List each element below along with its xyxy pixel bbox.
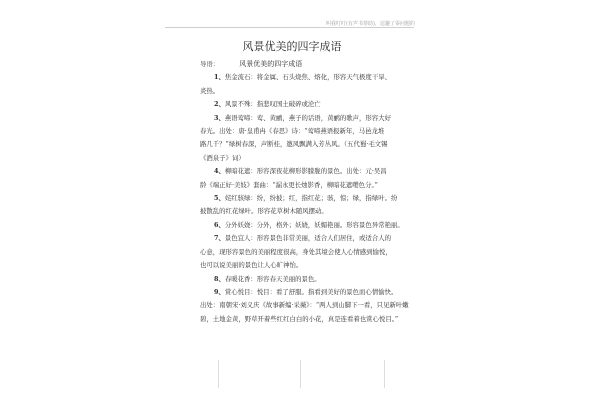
item-text: 姹红骇绿：纷，纷披；红，指红花；骇，惊；绿，指绿叶。纷 bbox=[224, 194, 398, 203]
list-item-line bbox=[200, 246, 420, 259]
item-number: 2、 bbox=[214, 100, 225, 109]
list-item-line bbox=[200, 273, 420, 286]
item-number: 7、 bbox=[214, 234, 225, 243]
footer-mark-left bbox=[218, 360, 219, 388]
item-number: 5、 bbox=[214, 194, 225, 203]
item-text: 春光。出处：唐·皇甫冉《春思》诗：“莺啼燕语报新年，马邑龙堆 bbox=[200, 127, 385, 136]
list-item-line bbox=[200, 71, 420, 84]
idiom-list bbox=[200, 71, 420, 326]
item-text: 炎热。 bbox=[200, 86, 220, 95]
list-item-line bbox=[200, 138, 420, 151]
item-text: 风景不殊：指悲叹国土破碎或沦亡 bbox=[224, 100, 321, 109]
item-text: 龄《端正好·美妓》套曲：“漏永更长烛影香，柳暗花遮嘤色分。” bbox=[200, 180, 378, 189]
list-item-line bbox=[200, 299, 420, 312]
item-number: 1、 bbox=[214, 73, 225, 82]
item-text: 柳暗花遮：形容深夜花柳形影朦胧的景色。出处：元·吴昌 bbox=[224, 167, 387, 176]
list-item-line bbox=[200, 259, 420, 272]
item-text: 也可以说美丽的景色让人心旷神怡。 bbox=[200, 261, 303, 270]
list-item-line bbox=[200, 179, 420, 192]
item-text: 《酒泉子》词） bbox=[200, 153, 245, 162]
list-item-line bbox=[200, 205, 420, 218]
item-number: 6、 bbox=[214, 220, 225, 229]
item-text: 燕语莺啼：莺、黄鹂，燕子的话语，黄鹂的歌声，形容大好 bbox=[224, 113, 391, 122]
item-text: 出处：南朝宋·刘义庆《故事新编·采薇》：“两人到山脚下一看，只见新叶嫩 bbox=[200, 301, 409, 310]
intro-text: 风景优美的四字成语 bbox=[239, 60, 303, 68]
intro-line bbox=[200, 58, 420, 71]
list-item-line bbox=[200, 98, 420, 111]
document-body bbox=[200, 58, 420, 326]
list-item-line bbox=[200, 232, 420, 245]
footer-mark-right bbox=[384, 360, 385, 388]
page-title: 风景优美的四字成语 bbox=[242, 40, 342, 53]
list-item-line bbox=[200, 125, 420, 138]
footer-mark-mid bbox=[300, 360, 301, 388]
header-note: 叫我叮叮(有声书帮助)，逗趣了零问题的 bbox=[326, 21, 415, 27]
list-item-line bbox=[200, 313, 420, 326]
item-number: 4、 bbox=[214, 167, 225, 176]
list-item-line bbox=[200, 192, 420, 205]
list-item-line bbox=[200, 112, 420, 125]
list-item-line bbox=[200, 85, 420, 98]
item-text: 披散乱的红花绿叶。形容花草树木随风摆动。 bbox=[200, 207, 328, 216]
item-text: 春暖花香：形容春天美丽的景色。 bbox=[224, 274, 321, 283]
item-text: 赏心悦目：悦目：看了舒服。指看到美好的景色而心情愉快。 bbox=[224, 287, 398, 296]
item-text: 分外妖娆：分外，格外；妖娆，妖媚艳丽。形容景色异常艳丽。 bbox=[224, 220, 404, 229]
item-text: 焦金流石：将金属、石头烧焦、熔化，形容天气极度干旱、 bbox=[224, 73, 391, 82]
list-item-line bbox=[200, 286, 420, 299]
item-number: 8、 bbox=[214, 274, 225, 283]
item-text: 景色宜人：形容景色非常美丽，适合人们居住，或适合人的 bbox=[224, 234, 391, 243]
item-number: 9、 bbox=[214, 287, 225, 296]
item-text: 心意，现形容景色的美丽程度很高，身处其境会使人心情感到愉悦， bbox=[200, 247, 392, 256]
item-text: 路几千？”绿树春深，声断桂，邀风飘满入芳丛风。（五代蜀·毛文锡 bbox=[200, 140, 388, 149]
header-rule bbox=[165, 27, 414, 28]
list-item-line bbox=[200, 165, 420, 178]
list-item-line bbox=[200, 219, 420, 232]
item-text: 碧，土地金黄，野草开着些红红白白的小花，真是连看着也赏心悦目。” bbox=[200, 314, 399, 323]
intro-label: 导语： bbox=[200, 60, 220, 68]
list-item-line bbox=[200, 152, 420, 165]
item-number: 3、 bbox=[214, 113, 225, 122]
